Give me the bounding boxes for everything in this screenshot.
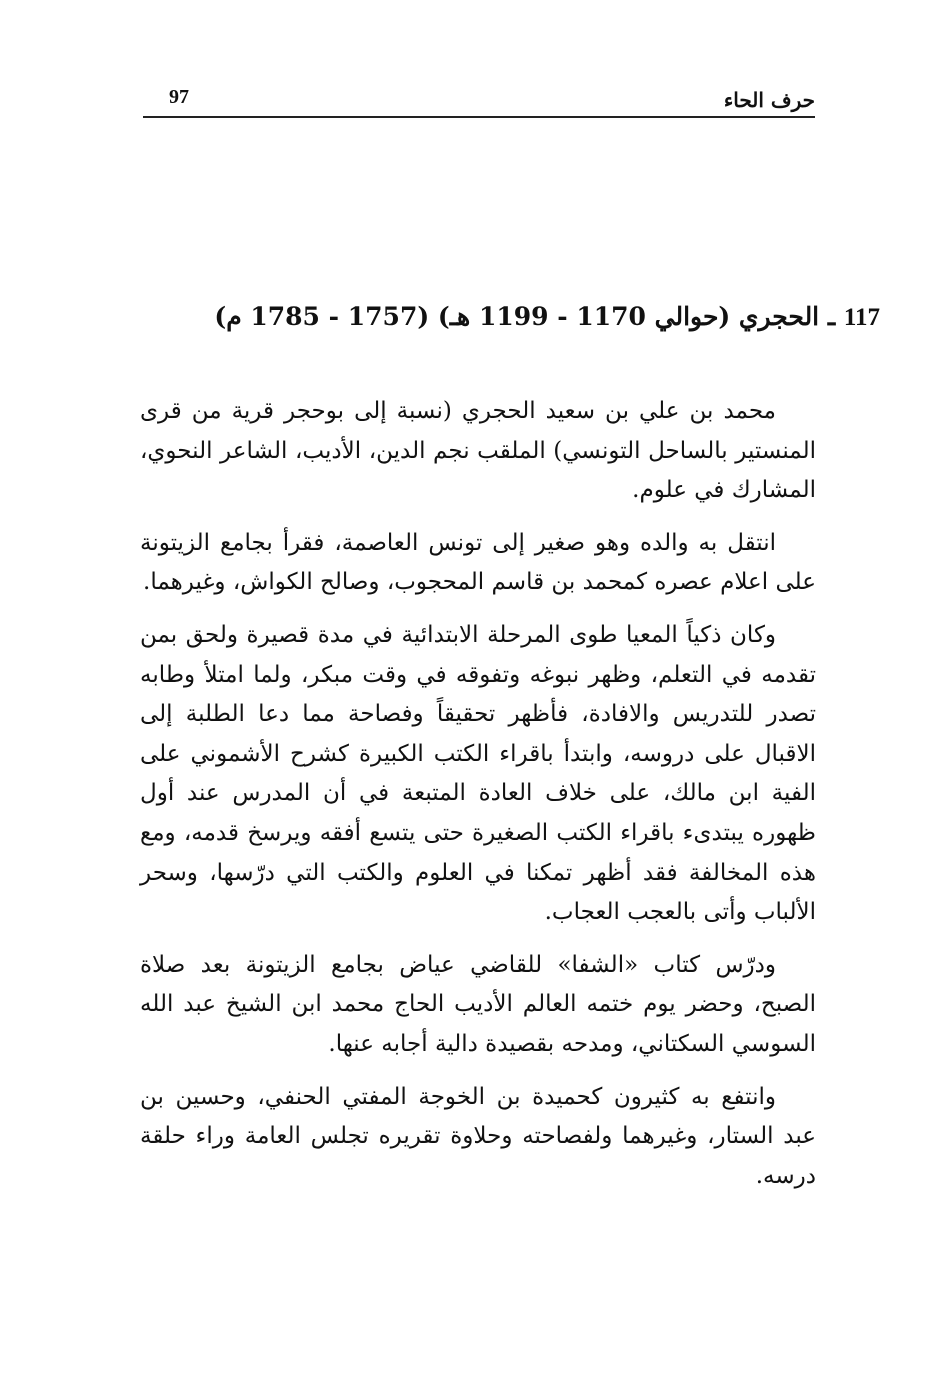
entry-number: 117 [843, 304, 880, 331]
running-title: حرف الحاء [723, 88, 815, 112]
entry-heading [200, 302, 880, 332]
paragraph-3: وكان ذكياً المعيا طوى المرحلة الابتدائية في مدة قصيرة ولحق بمن تقدمه في التعلم، وظهر نبوغه وتفوقه في وقت مبكر، ولما امتلأ وطابه تصدر للتدريس والافادة، فأظهر تحقيقاً وفصاحة مما دعا الطلبة إلى الاقبال على دروسه، وابتدأ باقراء الكتب الكبيرة كشرح الأشموني على الفية ابن مالك، على خلاف العادة المتبعة في أن المدرس عند أول ظهوره يبتدىء باقراء الكتب الصغيرة حتى يتسع أفقه ويرسخ قدمه، ومع هذه المخالفة فقد أظهر تمكنا في العلوم والكتب التي درّسها، وسحر الألباب وأتى بالعجب العجاب. [140, 621, 816, 926]
entry-title: ـ الحجري (حوالي 1170 - 1199 هـ) (1757 - 1785 م) [214, 302, 836, 331]
running-header [143, 82, 815, 118]
page-number: 97 [169, 86, 189, 108]
entry-body [140, 392, 816, 1209]
paragraph-5: وانتفع به كثيرون كحميدة بن الخوجة المفتي الحنفي، وحسين بن عبد الستار، وغيرهما ولفصاحته وحلاوة تقريره تجلس العامة وراء حلقة درسه. [140, 1083, 816, 1189]
paragraph-2: انتقل به والده وهو صغير إلى تونس العاصمة، فقرأ بجامع الزيتونة على اعلام عصره كمحمد بن قاسم المحجوب، وصالح الكواش، وغيرهما. [140, 529, 816, 596]
paragraph-1: محمد بن علي بن سعيد الحجري (نسبة إلى بوحجر قرية من قرى المنستير بالساحل التونسي) الملقب نجم الدين، الأديب، الشاعر النحوي، المشارك في علوم. [140, 398, 816, 504]
paragraph-4: ودرّس كتاب «الشفا» للقاضي عياض بجامع الزيتونة بعد صلاة الصبح، وحضر يوم ختمه العالم الأديب الحاج محمد ابن الشيخ عبد الله السوسي السكتاني، ومدحه بقصيدة دالية أجابه عنها. [140, 951, 816, 1057]
